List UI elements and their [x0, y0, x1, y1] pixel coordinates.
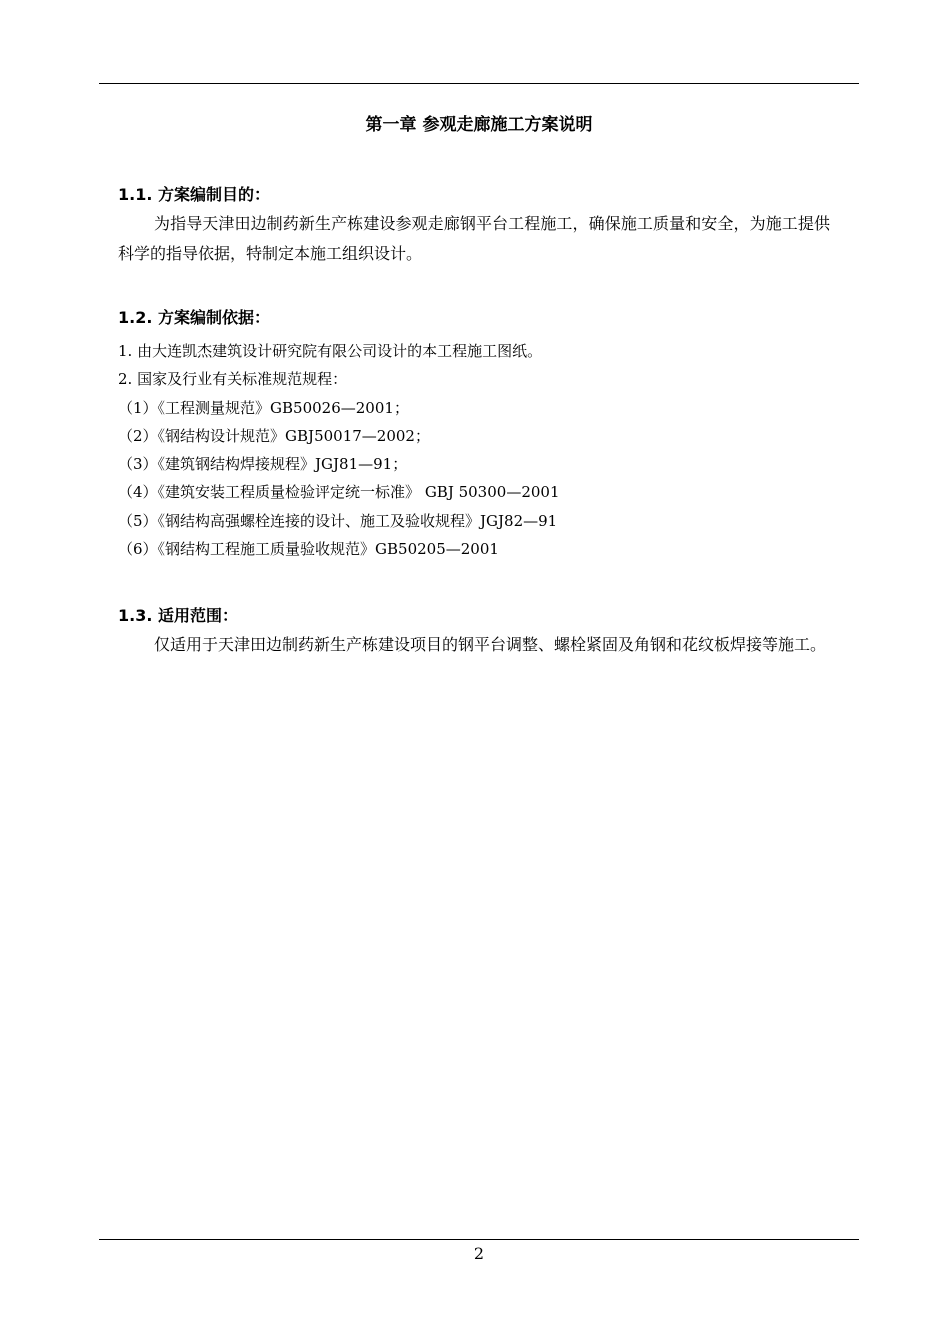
- list-item: 1. 由大连凯杰建筑设计研究院有限公司设计的本工程施工图纸。: [118, 342, 543, 360]
- footer-rule: [99, 1239, 859, 1240]
- basis-list: [118, 337, 830, 563]
- page-title: 第一章 参观走廊施工方案说明: [365, 115, 593, 135]
- section-basis: [118, 305, 830, 563]
- section-heading: 1.3. 适用范围：: [118, 606, 238, 625]
- page-number: 2: [473, 1244, 485, 1263]
- section-purpose: [118, 182, 830, 269]
- section-paragraph: 为指导天津田边制药新生产栋建设参观走廊钢平台工程施工，确保施工质量和安全，为施工提供科学的指导依据，特制定本施工组织设计。: [118, 214, 830, 263]
- section-paragraph: 仅适用于天津田边制药新生产栋建设项目的钢平台调整、螺栓紧固及角钢和花纹板焊接等施工。: [154, 635, 827, 654]
- section-scope: [118, 603, 830, 660]
- list-item: （6）《钢结构工程施工质量验收规范》GB50205—2001: [118, 540, 499, 559]
- list-item: （5）《钢结构高强螺栓连接的设计、施工及验收规程》JGJ82—91: [118, 511, 558, 530]
- list-item: （4）《建筑安装工程质量检验评定统一标准》 GBJ 50300—2001: [118, 483, 560, 502]
- list-item: 2. 国家及行业有关标准规范规程：: [118, 370, 348, 389]
- list-item: （2）《钢结构设计规范》GBJ50017—2002；: [118, 426, 430, 445]
- list-item: （3）《建筑钢结构焊接规程》JGJ81—91；: [118, 455, 408, 474]
- header-rule: [99, 83, 859, 84]
- list-item: （1）《工程测量规范》GB50026—2001；: [118, 398, 409, 417]
- section-heading: 1.2. 方案编制依据：: [118, 308, 270, 327]
- section-heading: 1.1. 方案编制目的：: [118, 185, 270, 204]
